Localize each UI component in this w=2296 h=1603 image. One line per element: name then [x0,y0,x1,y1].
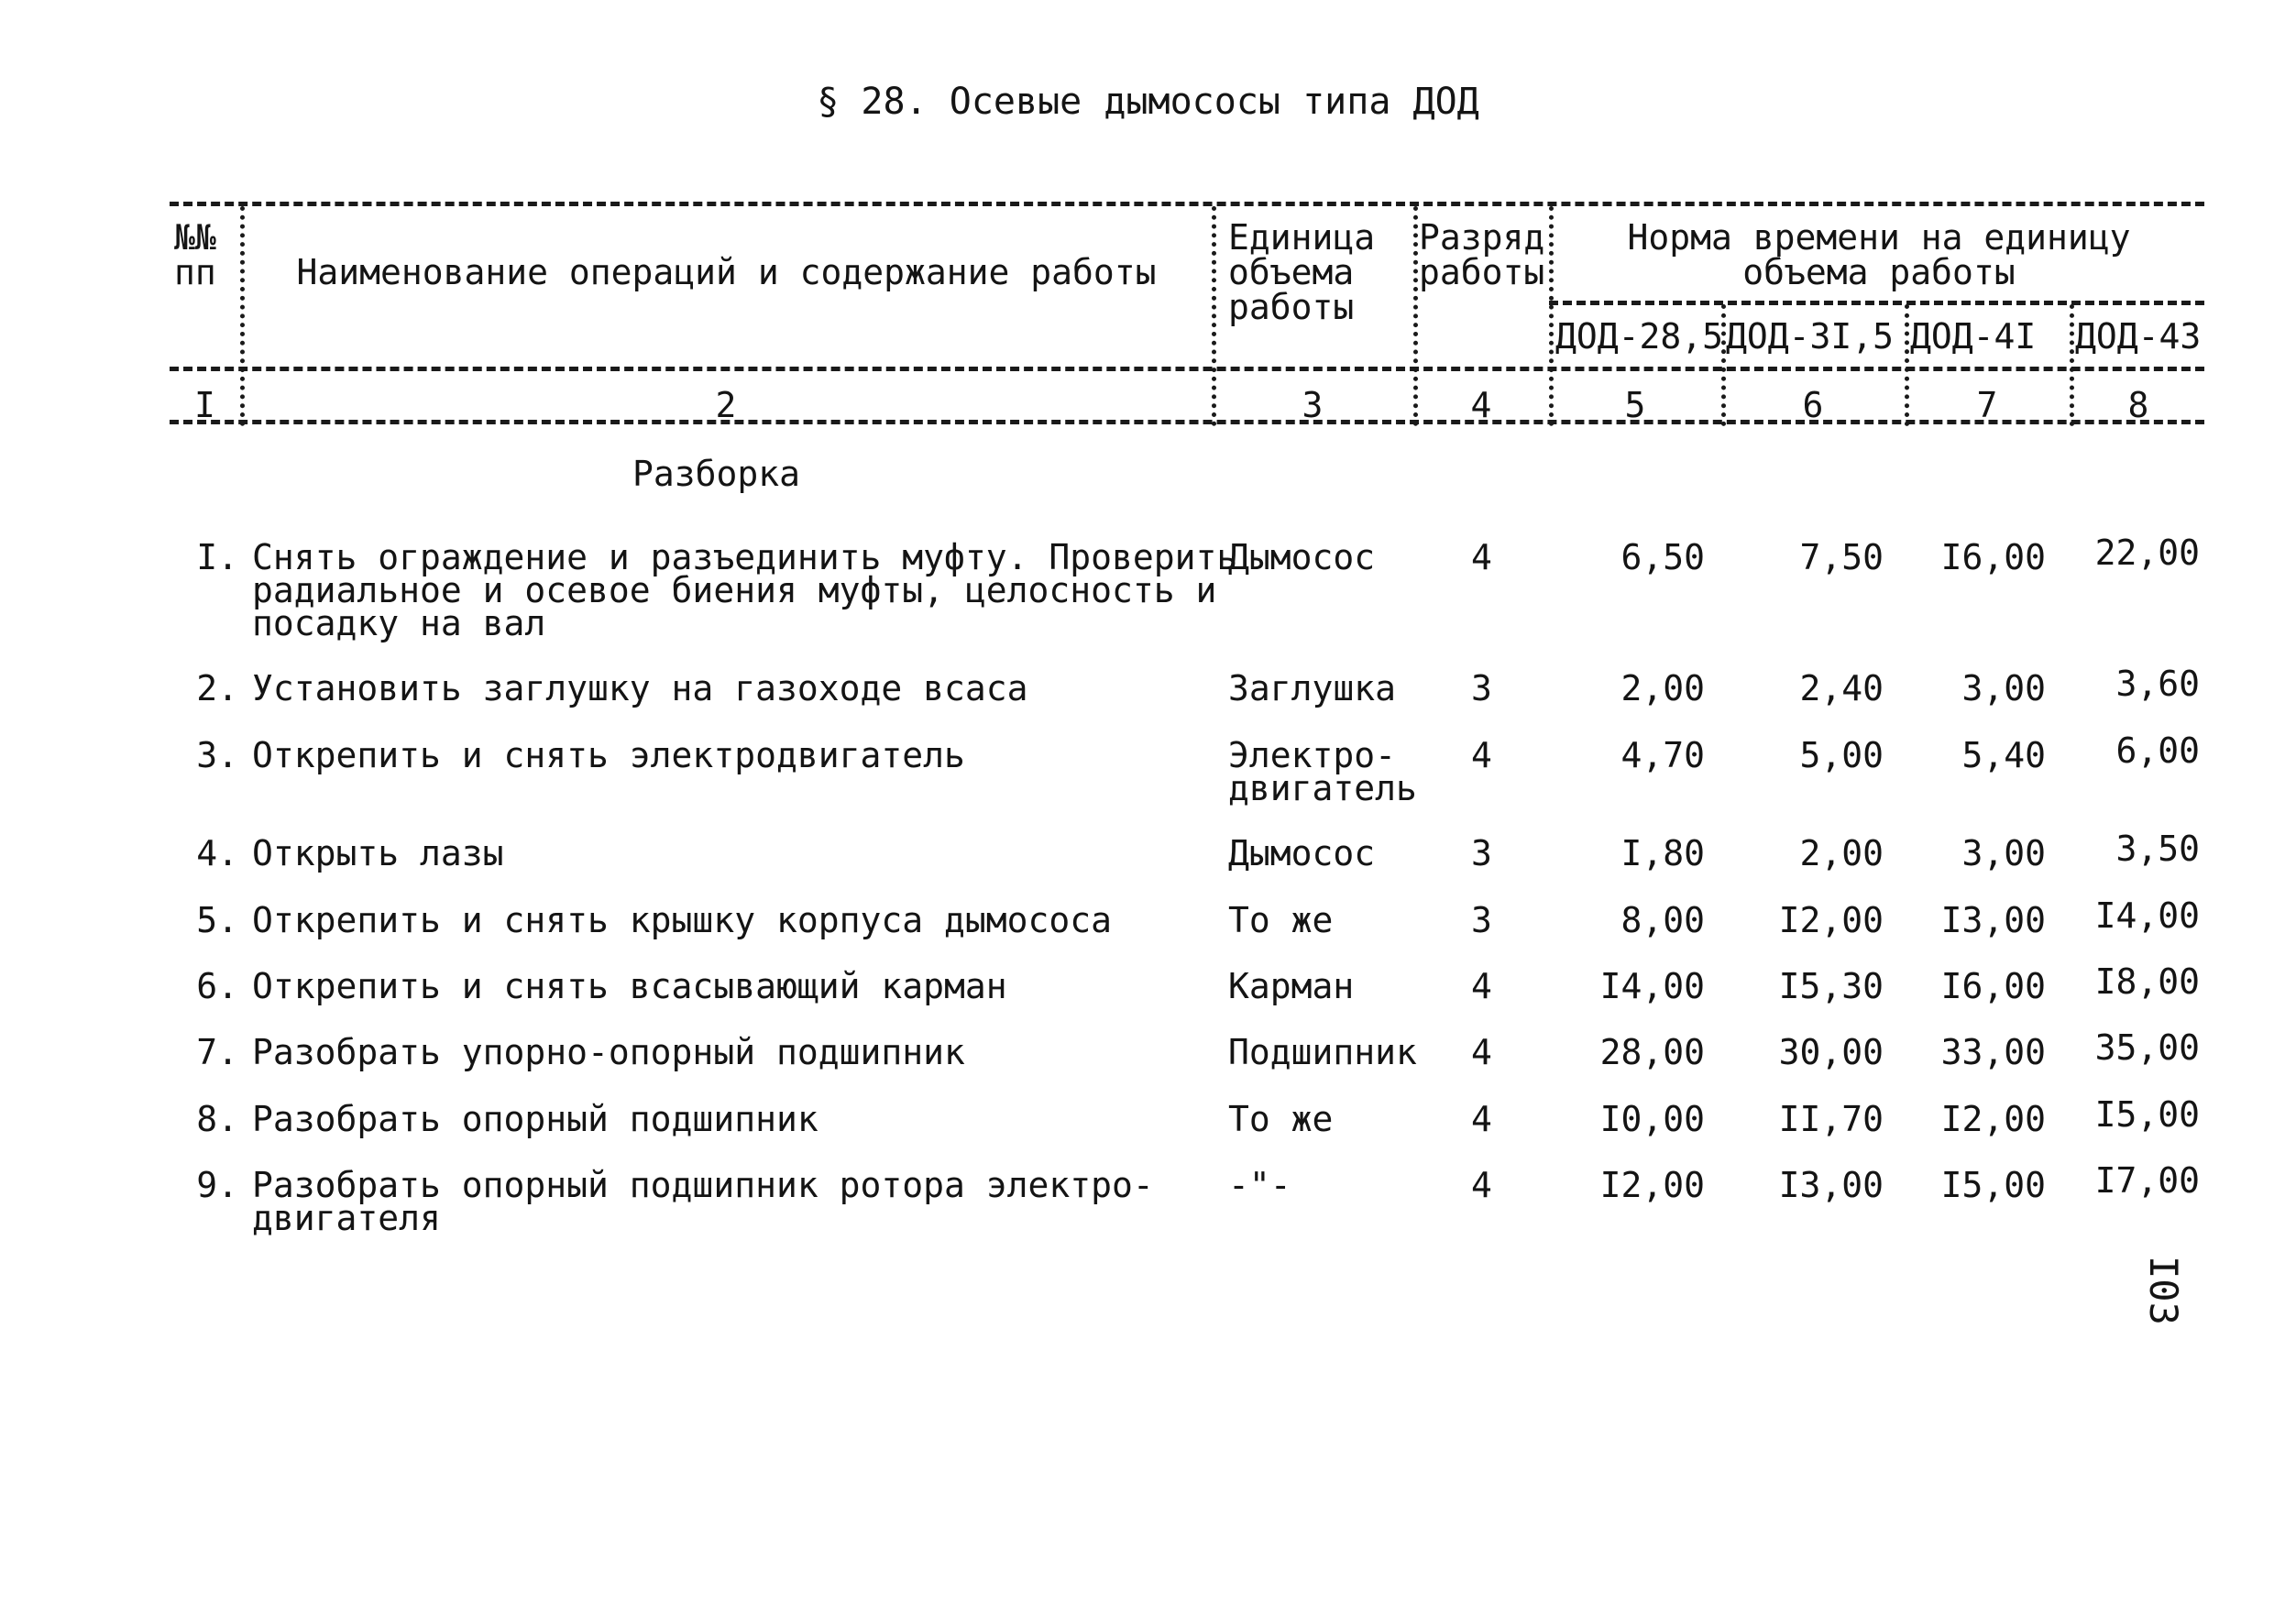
time-norm-value: 35,00 [2094,1027,2200,1068]
row-number: 2. [196,668,238,708]
work-unit-line: -"- [1228,1165,1291,1205]
operation-name [252,735,965,775]
time-norm-value: II,70 [1778,1099,1884,1139]
column-number-2: 2 [715,385,737,425]
header-top-rule [170,202,2204,206]
time-norm-value: I8,00 [2094,961,2200,1002]
time-norm-value: 5,00 [1799,735,1884,775]
row-number: 8. [196,1099,238,1139]
time-norm-value: I2,00 [1778,900,1884,940]
time-norm-value: I,80 [1620,833,1705,873]
operation-name-line: Открепить и снять электродвигатель [252,735,965,775]
time-norm-value: 2,00 [1620,668,1705,708]
operation-name [252,537,1238,643]
time-norm-value: 4,70 [1620,735,1705,775]
operation-name-line: посадку на вал [252,603,546,643]
time-norm-value: I6,00 [1940,966,2046,1006]
header-col-no: №№ пп [174,217,216,292]
time-norm-value: 3,60 [2115,664,2200,704]
time-norm-value: 8,00 [1620,900,1705,940]
operation-name [252,900,1112,940]
work-unit [1228,537,1376,577]
row-number: 5. [196,900,238,940]
work-unit-line: Карман [1228,966,1355,1006]
time-norm-value: 2,40 [1799,668,1884,708]
work-grade: 4 [1471,1099,1492,1139]
time-norm-value: 6,50 [1620,537,1705,577]
work-unit-line: Электро- [1228,735,1397,775]
time-norm-value: 22,00 [2094,533,2200,573]
work-unit-line: Подшипник [1228,1032,1417,1072]
operation-name [252,1099,818,1139]
column-number-8: 8 [2127,385,2149,425]
operation-name-line: Открыть лазы [252,833,504,873]
time-norm-value: I6,00 [1940,537,2046,577]
work-unit [1228,1099,1334,1139]
row-number: 7. [196,1032,238,1072]
work-grade: 4 [1471,735,1492,775]
work-unit-line: Заглушка [1228,668,1397,708]
column-number-4: 4 [1470,385,1492,425]
work-unit [1228,1165,1291,1205]
time-norm-value: 3,50 [2115,829,2200,869]
time-norm-value: I5,00 [1940,1165,2046,1205]
work-unit-line: Дымосос [1228,537,1376,577]
operation-name [252,833,504,873]
work-unit-line: Дымосос [1228,833,1376,873]
time-norm-value: I2,00 [1599,1165,1705,1205]
operation-name-line: Открепить и снять всасывающий карман [252,966,1007,1006]
column-number-6: 6 [1802,385,1824,425]
header-model-2: ДОД-3I,5 [1726,316,1895,357]
work-unit [1228,1032,1417,1072]
work-unit-line: То же [1228,900,1334,940]
column-number-5: 5 [1624,385,1646,425]
work-unit-line: двигатель [1228,768,1417,808]
time-norm-value: 30,00 [1778,1032,1884,1072]
header-model-4: ДОД-43 [2075,316,2202,357]
operation-name [252,1165,1154,1238]
page-title: § 28. Осевые дымососы типа ДОД [817,81,1479,123]
time-norm-value: 2,00 [1799,833,1884,873]
time-norm-value: I3,00 [1778,1165,1884,1205]
row-number: I. [196,537,238,577]
time-norm-value: 6,00 [2115,730,2200,771]
work-grade: 3 [1471,668,1492,708]
time-norm-value: 7,50 [1799,537,1884,577]
operation-name-line: двигателя [252,1198,441,1238]
work-unit-line: То же [1228,1099,1334,1139]
header-model-1: ДОД-28,5 [1555,316,1724,357]
time-norm-value: I2,00 [1940,1099,2046,1139]
header-model-3: ДОД-4I [1910,316,2037,357]
operation-name-line: Открепить и снять крышку корпуса дымососа [252,900,1112,940]
row-number: 3. [196,735,238,775]
work-unit [1228,735,1417,808]
section-title: Разборка [632,454,801,494]
operation-name [252,668,1028,708]
time-norm-value: 3,00 [1961,668,2046,708]
time-norm-value: 5,40 [1961,735,2046,775]
norm-subheader-rule [1549,301,2204,305]
time-norm-value: I3,00 [1940,900,2046,940]
work-grade: 3 [1471,900,1492,940]
work-unit [1228,900,1334,940]
operation-name-line: Установить заглушку на газоходе всаса [252,668,1028,708]
work-unit [1228,966,1355,1006]
operation-name-line: Снять ограждение и разъединить муфту. Проверить [252,537,1238,577]
operation-name-line: Разобрать опорный подшипник ротора электро- [252,1165,1154,1205]
row-number: 4. [196,833,238,873]
row-number: 9. [196,1165,238,1205]
header-bottom-rule [170,367,2204,371]
header-col-unit: Единица объема работы [1228,217,1376,327]
operation-name [252,1032,965,1072]
header-col-norm: Норма времени на единицу объема работы [1627,217,2131,292]
time-norm-value: I4,00 [2094,895,2200,936]
time-norm-value: I0,00 [1599,1099,1705,1139]
time-norm-value: 33,00 [1940,1032,2046,1072]
time-norm-value: 3,00 [1961,833,2046,873]
work-grade: 4 [1471,1032,1492,1072]
column-number-1: I [194,385,215,425]
operation-name-line: Разобрать упорно-опорный подшипник [252,1032,965,1072]
header-col-grade: Разряд работы [1419,217,1545,292]
operation-name [252,966,1007,1006]
time-norm-value: I5,00 [2094,1094,2200,1135]
time-norm-value: I5,30 [1778,966,1884,1006]
work-unit [1228,833,1376,873]
work-grade: 3 [1471,833,1492,873]
time-norm-value: I4,00 [1599,966,1705,1006]
column-number-3: 3 [1302,385,1324,425]
work-grade: 4 [1471,537,1492,577]
work-unit [1228,668,1397,708]
work-grade: 4 [1471,1165,1492,1205]
column-number-7: 7 [1976,385,1998,425]
operation-name-line: Разобрать опорный подшипник [252,1099,818,1139]
time-norm-value: 28,00 [1599,1032,1705,1072]
work-grade: 4 [1471,966,1492,1006]
page-number: I03 [2141,1256,2186,1325]
header-col-name: Наименование операций и содержание работы [296,252,1157,292]
row-number: 6. [196,966,238,1006]
operation-name-line: радиальное и осевое биения муфты, целосность и [252,570,1217,610]
time-norm-value: I7,00 [2094,1160,2200,1201]
